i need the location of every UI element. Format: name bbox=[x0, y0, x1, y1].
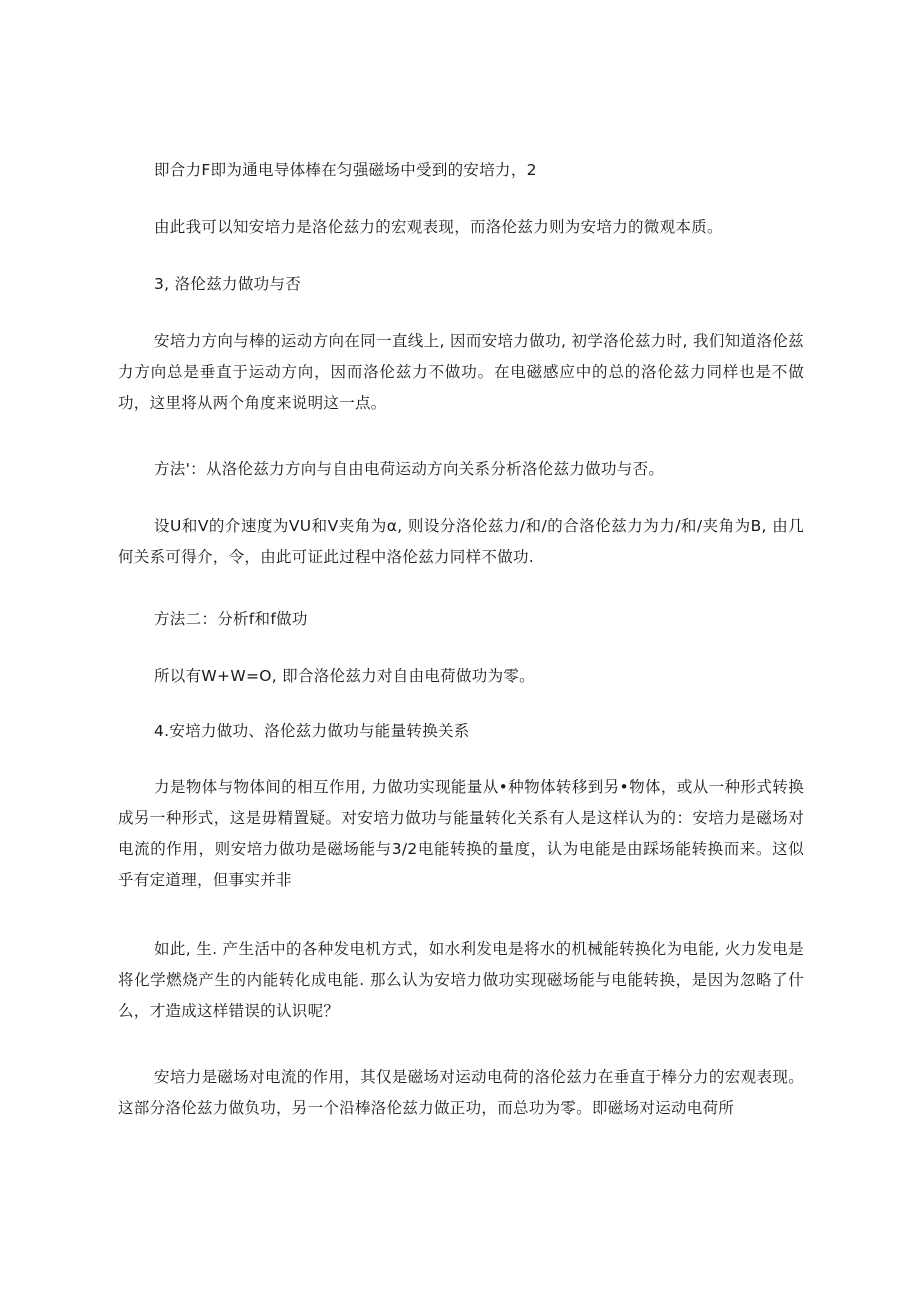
paragraph-3: 安培力方向与棒的运动方向在同一直线上, 因而安培力做功, 初学洛伦兹力时, 我们知道洛伦兹力方向总是垂直于运动方向，因而洛伦兹力不做功。在电磁感应中的总的洛伦兹力同样也是不做功，这里将从两个角度来说明这一点。 bbox=[118, 332, 804, 412]
paragraph-5: 所以有W+W=O, 即合洛伦兹力对自由电荷做功为零。 bbox=[154, 667, 535, 685]
paragraph-2: 由此我可以知安培力是洛伦兹力的宏观表现，而洛伦兹力则为安培力的微观本质。 bbox=[154, 218, 723, 236]
paragraph-method-1: 方法'：从洛伦兹力方向与自由电荷运动方向关系分析洛伦兹力做功与否。 bbox=[154, 460, 665, 478]
section-heading-4: 4.安培力做功、洛伦兹力做功与能量转换关系 bbox=[154, 722, 470, 740]
paragraph-1: 即合力F即为通电导体棒在匀强磁场中受到的安培力，2 bbox=[154, 161, 537, 179]
section-heading-3: 3, 洛伦兹力做功与否 bbox=[154, 275, 302, 293]
paragraph-4: 设U和V的介速度为VU和V夹角为α, 则设分洛伦兹力/和/的合洛伦兹力为力/和/夹角为B, 由几何关系可得介，令，由此可证此过程中洛伦兹力同样不做功. bbox=[118, 517, 804, 566]
paragraph-method-2: 方法二：分析f和f做功 bbox=[154, 610, 308, 628]
paragraph-6: 力是物体与物体间的相互作用, 力做功实现能量从•种物体转移到另•物体，或从一种形式转换成另一种形式，这是毋精置疑。对安培力做功与能量转化关系有人是这样认为的：安培力是磁场对电流的作用，则安培力做功是磁场能与3/2电能转换的量度，认为电能是由踩场能转换而来。这似乎有定道理，但事实并非 bbox=[118, 778, 804, 889]
paragraph-7: 如此, 生. 产生活中的各种发电机方式，如水利发电是将水的机械能转换化为电能, 火力发电是将化学燃烧产生的内能转化成电能. 那么认为安培力做功实现磁场能与电能转换，是因为忽略了什么，才造成这样错误的认识呢？ bbox=[118, 940, 804, 1020]
paragraph-8: 安培力是磁场对电流的作用，其仅是磁场对运动电荷的洛伦兹力在垂直于棒分力的宏观表现。这部分洛伦兹力做负功，另一个沿棒洛伦兹力做正功，而总功为零。即磁场对运动电荷所 bbox=[118, 1068, 804, 1117]
